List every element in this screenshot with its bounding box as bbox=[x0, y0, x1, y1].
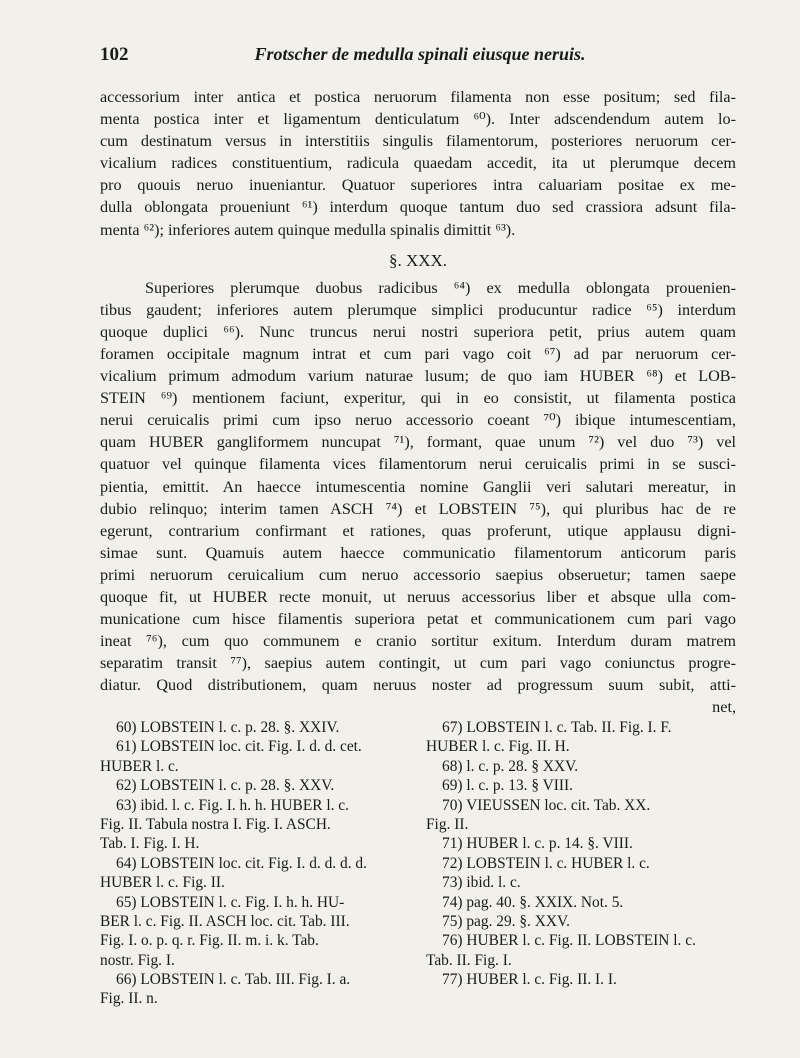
footnote: 64) LOBSTEIN loc. cit. Fig. I. d. d. d. d. bbox=[116, 854, 367, 872]
footnote: 72) LOBSTEIN l. c. HUBER l. c. bbox=[442, 854, 650, 872]
footnotes-left-column bbox=[100, 718, 418, 1009]
text-line: nerui ceruicalis primi cum ipso neruo accessorio coeant ⁷⁰) ibique intumescentiam, bbox=[100, 411, 736, 430]
text-line: ineat ⁷⁶), cum quo communem e cranio sortitur exitum. Interdum duram matrem bbox=[100, 632, 736, 651]
footnote: Fig. I. o. p. q. r. Fig. II. m. i. k. Tab. bbox=[100, 932, 319, 950]
footnote: nostr. Fig. I. bbox=[100, 951, 175, 969]
footnote: 66) LOBSTEIN l. c. Tab. III. Fig. I. a. bbox=[116, 971, 351, 989]
footnote: Tab. I. Fig. I. H. bbox=[100, 835, 200, 853]
text-line: dubio relinquo; interim tamen ASCH ⁷⁴) et LOBSTEIN ⁷⁵), qui pluribus hac de re bbox=[100, 499, 736, 518]
footnote: 61) LOBSTEIN loc. cit. Fig. I. d. d. cet. bbox=[116, 738, 362, 756]
footnote: BER l. c. Fig. II. ASCH loc. cit. Tab. III. bbox=[100, 912, 350, 930]
footnote: 75) pag. 29. §. XXV. bbox=[442, 912, 570, 930]
text-line: pientia, emittit. An haecce intumescentia nomine Ganglii veri salutari mereatur, in bbox=[100, 477, 736, 496]
text-line: quam HUBER gangliformem nuncupat ⁷¹), formant, quae unum ⁷²) vel duo ⁷³) vel bbox=[100, 433, 736, 452]
footnote: HUBER l. c. bbox=[100, 757, 179, 775]
text-line: vicalium primum admodum varium naturae lusum; de quo iam HUBER ⁶⁸) et LOB- bbox=[100, 367, 736, 386]
text-line: municatione cum hisce filamentis superiora petat et communicationem cum pari vago bbox=[100, 610, 736, 629]
footnote: 69) l. c. p. 13. § VIII. bbox=[442, 777, 573, 795]
footnote: Fig. II. Tabula nostra I. Fig. I. ASCH. bbox=[100, 815, 331, 833]
text-line: quatuor vel quinque filamenta vices filamentorum nerui ceruicalis primi in se susci- bbox=[100, 455, 736, 474]
footnote: 68) l. c. p. 28. § XXV. bbox=[442, 757, 579, 775]
footnote: 73) ibid. l. c. bbox=[442, 874, 521, 892]
text-line: net, bbox=[712, 698, 736, 717]
footnote: 62) LOBSTEIN l. c. p. 28. §. XXV. bbox=[116, 777, 335, 795]
text-line: vicalium radices constituentium, radicula quaedam accedit, ita ut plerumque decem bbox=[100, 154, 736, 173]
footnote: 67) LOBSTEIN l. c. Tab. II. Fig. I. F. bbox=[442, 719, 672, 736]
footnote: 60) LOBSTEIN l. c. p. 28. §. XXIV. bbox=[116, 719, 340, 736]
text-line: diatur. Quod distributionem, quam neruus noster ad progressum suum subit, atti- bbox=[100, 676, 736, 695]
footnote: 63) ibid. l. c. Fig. I. h. h. HUBER l. c. bbox=[116, 796, 349, 814]
page-header bbox=[100, 44, 740, 70]
text-line: STEIN ⁶⁹) mentionem faciunt, experitur, qui in eo consistit, ut filamenta postica bbox=[100, 389, 736, 408]
footnote: HUBER l. c. Fig. II. bbox=[100, 874, 225, 892]
footnote: HUBER l. c. Fig. II. H. bbox=[426, 738, 570, 756]
footnote: Tab. II. Fig. I. bbox=[426, 951, 512, 969]
text-line: dulla oblongata proueniunt ⁶¹) interdum quoque tantum duo sed crassiora adsunt fila- bbox=[100, 198, 736, 217]
text-line: tibus gaudent; inferiores autem plerumque simplici producuntur radice ⁶⁵) interdum bbox=[100, 300, 736, 319]
footnote: 71) HUBER l. c. p. 14. §. VIII. bbox=[442, 835, 633, 853]
main-text bbox=[100, 86, 736, 719]
text-line: quoque duplici ⁶⁶). Nunc truncus nerui nostri superiora petit, prius autem quam bbox=[100, 322, 736, 341]
text-line: accessorium inter antica et postica neruorum filamenta non esse positum; sed fila- bbox=[100, 88, 736, 106]
text-line: menta ⁶²); inferiores autem quinque medulla spinalis dimittit ⁶³). bbox=[100, 220, 516, 239]
running-title: Frotscher de medulla spinali eiusque neruis. bbox=[254, 44, 586, 64]
footnote: Fig. II. n. bbox=[100, 990, 158, 1008]
footnotes-right-column bbox=[426, 718, 740, 989]
text-line: menta postica inter et ligamentum denticulatum ⁶⁰). Inter adscendendum autem lo- bbox=[100, 110, 736, 129]
footnote: 74) pag. 40. §. XXIX. Not. 5. bbox=[442, 893, 624, 911]
text-line: pro quouis neruo inueniantur. Quatuor superiores intra caluariam positae ex me- bbox=[100, 176, 736, 195]
footnote: 76) HUBER l. c. Fig. II. LOBSTEIN l. c. bbox=[442, 932, 696, 950]
text-line: Superiores plerumque duobus radicibus ⁶⁴) ex medulla oblongata prouenien- bbox=[145, 278, 736, 297]
text-line: foramen occipitale magnum intrat et cum pari vago coit ⁶⁷) ad par neruorum cer- bbox=[100, 344, 736, 363]
footnote: 65) LOBSTEIN l. c. Fig. I. h. h. HU- bbox=[116, 893, 345, 911]
footnote: 77) HUBER l. c. Fig. II. I. I. bbox=[442, 971, 617, 989]
text-line: quoque fit, ut HUBER recte monuit, ut neruus accessorius liber et absque ulla com- bbox=[100, 587, 736, 606]
section-heading: §. XXX. bbox=[388, 250, 448, 270]
text-line: egerunt, contrarium confirmant et rationes, quas proferunt, utique applausu digni- bbox=[100, 521, 736, 540]
text-line: primi neruorum ceruicalium cum neruo accessorio saepius obseruetur; tamen saepe bbox=[100, 565, 736, 584]
text-line: separatim transit ⁷⁷), saepius autem contingit, ut cum pari vago coniunctus progre- bbox=[100, 654, 736, 673]
text-line: cum destinatum versus in interstitiis singulis filamentorum, posteriores neruorum cer- bbox=[100, 132, 736, 151]
footnote: 70) VIEUSSEN loc. cit. Tab. XX. bbox=[442, 796, 651, 814]
text-line: simae sunt. Quamuis autem haecce communicatio filamentorum anticorum paris bbox=[100, 543, 736, 562]
page-number: 102 bbox=[100, 44, 129, 65]
footnote: Fig. II. bbox=[426, 815, 469, 833]
